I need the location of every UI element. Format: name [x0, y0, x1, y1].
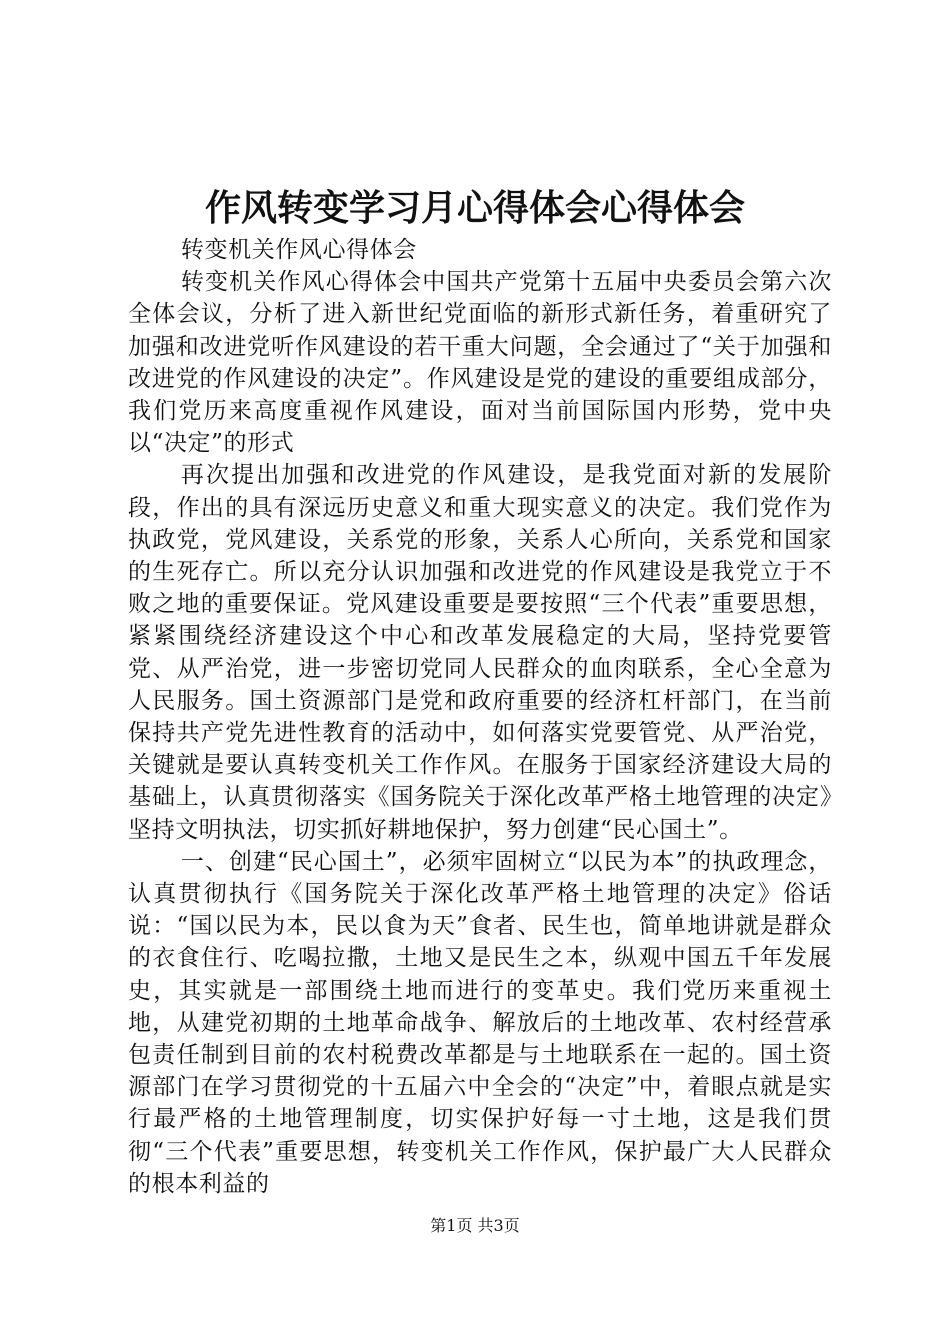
paragraph-1: 转变机关作风心得体会中国共产党第十五届中央委员会第六次全体会议，分析了进入新世纪党面临的新形式新任务，着重研究了加强和改进党听作风建设的若干重大问题，全会通过了“关于加强和改进党的作风建设的决定”。作风建设是党的建设的重要组成部分，我们党历来高度重视作风建设，面对当前国际国内形势，党中央以“决定”的形式 — [128, 269, 832, 457]
document-body — [128, 234, 832, 1200]
paragraph-3: 一、创建“民心国土”，必须牢固树立“以民为本”的执政理念，认真贯彻执行《国务院关于深化改革严格土地管理的决定》俗话说：“国以民为本，民以食为天”食者、民生也，简单地讲就是群众的衣食住行、吃喝拉撒，土地又是民生之本，纵观中国五千年发展史，其实就是一部围绕土地而进行的变革史。我们党历来重视土地，从建党初期的土地革命战争、解放后的土地改革、农村经营承包责任制到目前的农村税费改革都是与土地联系在一起的。国土资源部门在学习贯彻党的十五届六中全会的“决定”中，着眼点就是实行最严格的土地管理制度，切实保护好每一寸土地，这是我们贯彻“三个代表”重要思想，转变机关工作作风，保护最广大人民群众的根本利益的 — [128, 848, 832, 1197]
paragraph-2: 再次提出加强和改进党的作风建设，是我党面对新的发展阶段，作出的具有深远历史意义和重大现实意义的决定。我们党作为执政党，党风建设，关系党的形象，关系人心所向，关系党和国家的生死存亡。所以充分认识加强和改进党的作风建设是我党立于不败之地的重要保证。党风建设重要是要按照“三个代表”重要思想，紧紧围绕经济建设这个中心和改革发展稳定的大局，坚持党要管党、从严治党，进一步密切党同人民群众的血肉联系，全心全意为人民服务。国土资源部门是党和政府重要的经济杠杆部门，在当前保持共产党先进性教育的活动中，如何落实党要管党、从严治党，关键就是要认真转变机关工作作风。在服务于国家经济建设大局的基础上，认真贯彻落实《国务院关于深化改革严格土地管理的决定》坚持文明执法，切实抓好耕地保护，努力创建“民心国土”。 — [128, 462, 832, 843]
paragraph-subtitle: 转变机关作风心得体会 — [180, 237, 417, 263]
page-footer: 第1页 共3页 — [430, 1216, 520, 1235]
page-title: 作风转变学习月心得体会心得体会 — [204, 187, 745, 229]
